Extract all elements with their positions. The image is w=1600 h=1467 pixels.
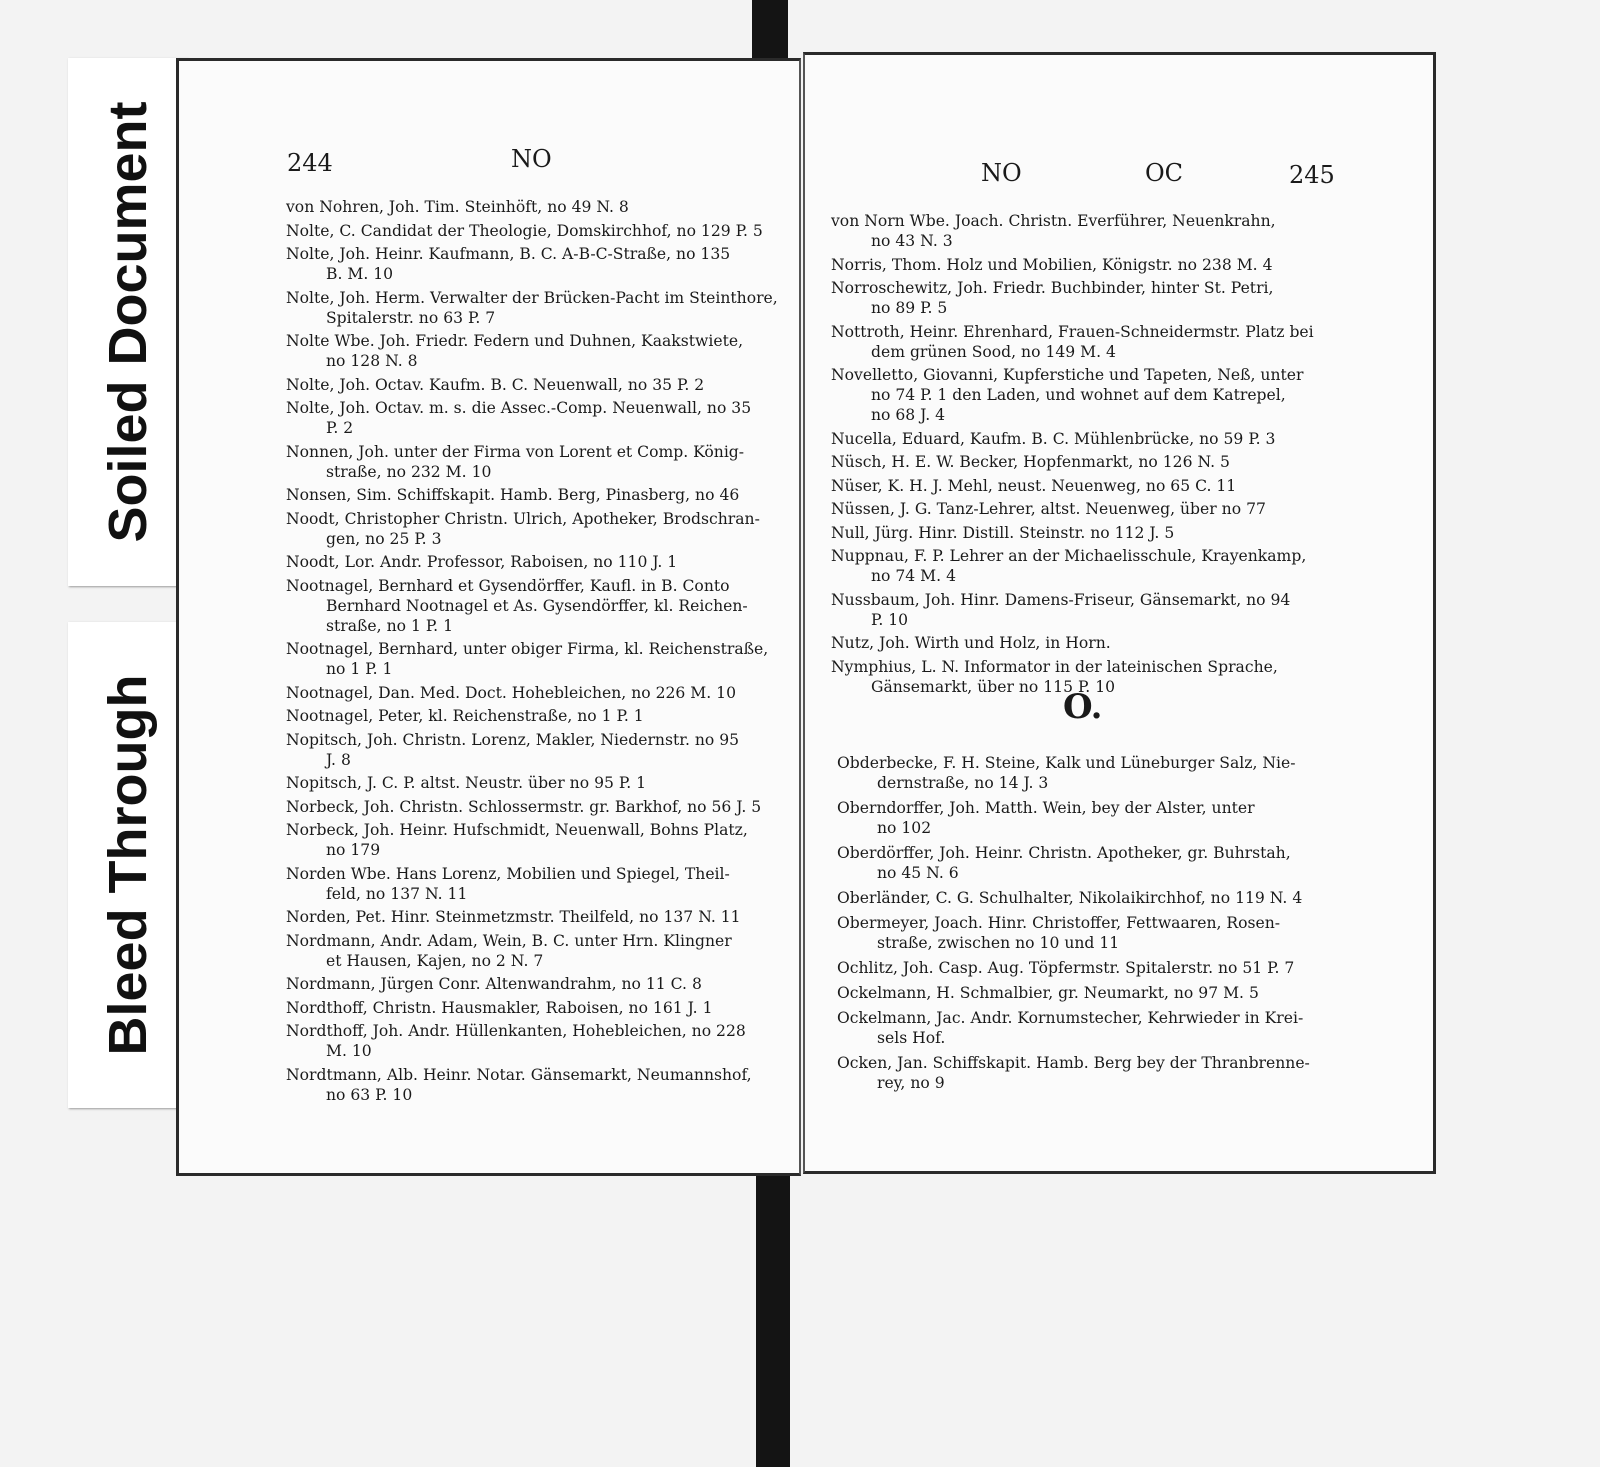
entry-continuation: no 1 P. 1 — [326, 660, 393, 678]
entry-continuation: straße, no 1 P. 1 — [326, 616, 454, 635]
entry-line: Norden, Pet. Hinr. Steinmetzmstr. Theilfeld, no 137 N. 11 — [286, 908, 741, 926]
directory-entry — [831, 476, 1331, 496]
left-page — [176, 58, 801, 1176]
directory-entry — [286, 221, 781, 241]
entry-continuation: B. M. 10 — [326, 265, 394, 283]
directory-entry — [831, 255, 1331, 275]
entry-line: Nootnagel, Bernhard et Gysendörffer, Kaufl. in B. Conto — [286, 576, 730, 595]
entry-line: von Norn Wbe. Joach. Christn. Everführer, Neuenkrahn, — [831, 212, 1276, 230]
directory-entry — [837, 753, 1337, 793]
entry-continuation: et Hausen, Kajen, no 2 N. 7 — [326, 951, 544, 970]
entry-continuation: Spitalerstr. no 63 P. 7 — [326, 308, 496, 327]
entry-line: Nutz, Joh. Wirth und Holz, in Horn. — [831, 634, 1111, 652]
directory-entry — [831, 546, 1331, 586]
directory-entry — [286, 931, 781, 971]
directory-entry — [286, 244, 781, 284]
directory-entry — [286, 1065, 781, 1105]
directory-entry — [837, 958, 1337, 978]
right-entries-o — [837, 753, 1337, 1098]
entry-line: Nucella, Eduard, Kaufm. B. C. Mühlenbrücke, no 59 P. 3 — [831, 429, 1276, 448]
entry-continuation: M. 10 — [326, 1042, 372, 1060]
directory-entry — [286, 288, 781, 328]
entry-line: Nolte, Joh. Octav. m. s. die Assec.-Comp. Neuenwall, no 35 — [286, 399, 752, 417]
directory-entry — [286, 485, 781, 505]
entry-line: Nordthoff, Joh. Andr. Hüllenkanten, Hohebleichen, no 228 — [286, 1022, 746, 1040]
entry-line: Nonsen, Sim. Schiffskapit. Hamb. Berg, Pinasberg, no 46 — [286, 486, 740, 504]
entry-line: Norbeck, Joh. Christn. Schlossermstr. gr. Barkhof, no 56 J. 5 — [286, 797, 762, 816]
directory-entry — [831, 590, 1331, 630]
entry-continuation: no 45 N. 6 — [877, 864, 959, 882]
entry-line: Obderbecke, F. H. Steine, Kalk und Lüneburger Salz, Nie- — [837, 754, 1296, 772]
directory-entry — [286, 974, 781, 994]
entry-line: Oberländer, C. G. Schulhalter, Nikolaikirchhof, no 119 N. 4 — [837, 889, 1303, 907]
entry-line: Oberndorffer, Joh. Matth. Wein, bey der Alster, unter — [837, 799, 1255, 817]
directory-entry — [286, 331, 781, 371]
entry-continuation: no 89 P. 5 — [871, 299, 948, 317]
label-tab-soiled — [68, 58, 188, 586]
directory-entry — [286, 683, 781, 703]
entry-continuation: no 179 — [326, 841, 381, 859]
entry-line: Nordmann, Jürgen Conr. Altenwandrahm, no 11 C. 8 — [286, 975, 702, 993]
directory-entry — [831, 429, 1331, 449]
entry-line: Ockelmann, Jac. Andr. Kornumstecher, Kehrwieder in Krei- — [837, 1009, 1304, 1027]
entry-line: Novelletto, Giovanni, Kupferstiche und Tapeten, Neß, unter — [831, 366, 1304, 384]
directory-entry — [837, 983, 1337, 1003]
directory-entry — [837, 888, 1337, 908]
entry-line: von Nohren, Joh. Tim. Steinhöft, no 49 N. 8 — [286, 198, 629, 216]
right-page-number: 245 — [1289, 161, 1335, 189]
right-page — [803, 52, 1436, 1174]
entry-line: Nordmann, Andr. Adam, Wein, B. C. unter Hrn. Klingner — [286, 931, 732, 950]
directory-entry — [837, 1008, 1337, 1048]
right-running-head-left: NO — [981, 159, 1022, 187]
entry-line: Nordtmann, Alb. Heinr. Notar. Gänsemarkt, Neumannshof, — [286, 1065, 752, 1084]
entry-line: Oberdörffer, Joh. Heinr. Christn. Apotheker, gr. Buhrstah, — [837, 844, 1291, 862]
entry-line: Nootnagel, Bernhard, unter obiger Firma, kl. Reichenstraße, — [286, 640, 769, 658]
entry-continuation: sels Hof. — [877, 1029, 946, 1047]
entry-continuation: no 128 N. 8 — [326, 352, 418, 370]
directory-entry — [831, 365, 1331, 425]
entry-line: Ockelmann, H. Schmalbier, gr. Neumarkt, no 97 M. 5 — [837, 984, 1259, 1002]
entry-continuation: straße, zwischen no 10 und 11 — [877, 934, 1120, 952]
directory-entry — [286, 730, 781, 770]
entry-line: Norden Wbe. Hans Lorenz, Mobilien und Spiegel, Theil- — [286, 864, 730, 883]
right-running-head-right: OC — [1145, 159, 1184, 187]
directory-entry — [286, 576, 781, 636]
entry-line: Nopitsch, J. C. P. altst. Neustr. über no 95 P. 1 — [286, 774, 647, 792]
directory-entry — [286, 1021, 781, 1061]
entry-line: Null, Jürg. Hinr. Distill. Steinstr. no 112 J. 5 — [831, 523, 1175, 542]
entry-continuation: no 68 J. 4 — [871, 406, 946, 424]
entry-continuation: straße, no 232 M. 10 — [326, 462, 492, 481]
section-letter-o: O. — [1063, 687, 1103, 727]
directory-entry — [831, 322, 1331, 362]
entry-continuation: J. 8 — [326, 750, 351, 769]
entry-line: Ocken, Jan. Schiffskapit. Hamb. Berg bey der Thranbrenne- — [837, 1054, 1310, 1072]
directory-entry — [286, 509, 781, 549]
entry-line: Nopitsch, Joh. Christn. Lorenz, Makler, Niedernstr. no 95 — [286, 730, 740, 749]
entry-line: Nüser, K. H. J. Mehl, neust. Neuenweg, no 65 C. 11 — [831, 476, 1237, 495]
entry-continuation: dernstraße, no 14 J. 3 — [877, 774, 1049, 792]
entry-line: Nolte Wbe. Joh. Friedr. Federn und Duhnen, Kaakstwiete, — [286, 332, 744, 350]
directory-entry — [286, 375, 781, 395]
entry-continuation: dem grünen Sood, no 149 M. 4 — [871, 342, 1116, 361]
directory-entry — [286, 797, 781, 817]
entry-line: Noodt, Lor. Andr. Professor, Raboisen, no 110 J. 1 — [286, 553, 678, 571]
right-entries-no — [831, 211, 1331, 700]
label-soiled-document: Soiled Document — [98, 101, 158, 543]
entry-line: Noodt, Christopher Christn. Ulrich, Apotheker, Brodschran- — [286, 509, 760, 528]
left-page-number: 244 — [287, 149, 333, 177]
entry-line: Nolte, Joh. Heinr. Kaufmann, B. C. A-B-C-Straße, no 135 — [286, 245, 731, 263]
entry-continuation: no 74 P. 1 den Laden, und wohnet auf dem Katrepel, — [871, 386, 1286, 404]
directory-entry — [837, 843, 1337, 883]
entry-line: Nootnagel, Dan. Med. Doct. Hohebleichen, no 226 M. 10 — [286, 683, 737, 702]
directory-entry — [286, 706, 781, 726]
entry-continuation: P. 2 — [326, 419, 354, 437]
directory-entry — [286, 398, 781, 438]
entry-continuation: feld, no 137 N. 11 — [326, 884, 468, 903]
entry-continuation: P. 10 — [871, 610, 909, 629]
entry-line: Obermeyer, Joach. Hinr. Christoffer, Fettwaaren, Rosen- — [837, 914, 1281, 932]
entry-line: Norroschewitz, Joh. Friedr. Buchbinder, hinter St. Petri, — [831, 279, 1274, 297]
directory-entry — [831, 523, 1331, 543]
entry-line: Nonnen, Joh. unter der Firma von Lorent et Comp. König- — [286, 442, 745, 461]
directory-entry — [831, 211, 1331, 251]
directory-entry — [837, 1053, 1337, 1093]
entry-line: Nüssen, J. G. Tanz-Lehrer, altst. Neuenweg, über no 77 — [831, 500, 1266, 518]
directory-entry — [837, 913, 1337, 953]
label-tab-bleed — [68, 622, 188, 1108]
directory-entry — [831, 452, 1331, 472]
directory-entry — [831, 499, 1331, 519]
label-bleed-through: Bleed Through — [98, 674, 158, 1056]
entry-line: Nüsch, H. E. W. Becker, Hopfenmarkt, no 126 N. 5 — [831, 453, 1230, 471]
entry-line: Nussbaum, Joh. Hinr. Damens-Friseur, Gänsemarkt, no 94 — [831, 590, 1291, 609]
directory-entry — [286, 552, 781, 572]
entry-line: Nordthoff, Christn. Hausmakler, Raboisen, no 161 J. 1 — [286, 998, 713, 1017]
left-running-head: NO — [511, 145, 552, 173]
entry-line: Norris, Thom. Holz und Mobilien, Königstr. no 238 M. 4 — [831, 255, 1273, 274]
binding-strip-bottom — [756, 1150, 790, 1467]
entry-line: Ochlitz, Joh. Casp. Aug. Töpfermstr. Spitalerstr. no 51 P. 7 — [837, 959, 1295, 977]
directory-entry — [286, 907, 781, 927]
entry-line: Nottroth, Heinr. Ehrenhard, Frauen-Schneidermstr. Platz bei — [831, 322, 1314, 341]
directory-entry — [286, 773, 781, 793]
directory-entry — [831, 633, 1331, 653]
directory-entry — [286, 864, 781, 904]
directory-entry — [286, 639, 781, 679]
entry-line: Norbeck, Joh. Heinr. Hufschmidt, Neuenwall, Bohns Platz, — [286, 821, 748, 839]
directory-entry — [831, 278, 1331, 318]
directory-entry — [286, 197, 781, 217]
entry-continuation: rey, no 9 — [877, 1074, 945, 1092]
entry-continuation: no 63 P. 10 — [326, 1085, 413, 1104]
entry-continuation: no 102 — [877, 819, 932, 837]
directory-entry — [286, 442, 781, 482]
entry-line: Nolte, Joh. Herm. Verwalter der Brücken-Pacht im Steinthore, — [286, 288, 778, 307]
directory-entry — [286, 998, 781, 1018]
entry-continuation: gen, no 25 P. 3 — [326, 529, 442, 548]
entry-line: Nymphius, L. N. Informator in der lateinischen Sprache, — [831, 657, 1278, 676]
entry-line: Nolte, Joh. Octav. Kaufm. B. C. Neuenwall, no 35 P. 2 — [286, 375, 705, 394]
entry-continuation: Gänsemarkt, über no 115 P. 10 — [871, 677, 1116, 696]
directory-entry — [837, 798, 1337, 838]
entry-continuation: no 74 M. 4 — [871, 567, 956, 585]
entry-line: Nolte, C. Candidat der Theologie, Domskirchhof, no 129 P. 5 — [286, 221, 763, 240]
directory-entry — [286, 820, 781, 860]
entry-continuation: no 43 N. 3 — [871, 232, 953, 250]
entry-line: Nootnagel, Peter, kl. Reichenstraße, no 1 P. 1 — [286, 707, 644, 725]
entry-line: Nuppnau, F. P. Lehrer an der Michaelisschule, Krayenkamp, — [831, 547, 1307, 565]
entry-continuation: Bernhard Nootnagel et As. Gysendörffer, kl. Reichen- — [326, 596, 748, 615]
left-entries — [286, 197, 781, 1108]
